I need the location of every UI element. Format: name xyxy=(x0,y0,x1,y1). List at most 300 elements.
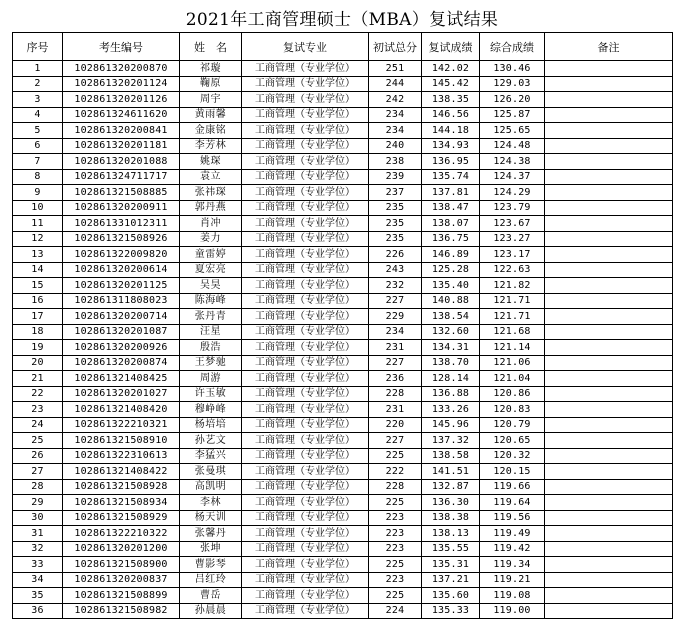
total-score-cell: 126.20 xyxy=(480,92,545,108)
exam-id-cell: 102861321508899 xyxy=(63,588,180,604)
initial-score-cell: 220 xyxy=(369,417,422,433)
initial-score-cell: 238 xyxy=(369,154,422,170)
major-cell: 工商管理（专业学位） xyxy=(242,200,369,216)
name-cell: 周宇 xyxy=(180,92,242,108)
retest-score-cell: 144.18 xyxy=(422,123,480,139)
seq-cell: 22 xyxy=(13,386,63,402)
table-row xyxy=(13,371,673,387)
initial-score-cell: 235 xyxy=(369,216,422,232)
seq-cell: 2 xyxy=(13,76,63,92)
major-cell: 工商管理（专业学位） xyxy=(242,123,369,139)
header-name: 姓 名 xyxy=(180,33,242,61)
seq-cell: 10 xyxy=(13,200,63,216)
exam-id-cell: 102861322210322 xyxy=(63,526,180,542)
table-row xyxy=(13,495,673,511)
header-retest-score: 复试成绩 xyxy=(422,33,480,61)
seq-cell: 33 xyxy=(13,557,63,573)
total-score-cell: 124.38 xyxy=(480,154,545,170)
remarks-cell xyxy=(545,169,673,185)
exam-id-cell: 102861321508982 xyxy=(63,603,180,619)
retest-score-cell: 136.75 xyxy=(422,231,480,247)
total-score-cell: 123.17 xyxy=(480,247,545,263)
name-cell: 肖冲 xyxy=(180,216,242,232)
major-cell: 工商管理（专业学位） xyxy=(242,417,369,433)
retest-score-cell: 134.31 xyxy=(422,340,480,356)
remarks-cell xyxy=(545,107,673,123)
remarks-cell xyxy=(545,76,673,92)
seq-cell: 12 xyxy=(13,231,63,247)
major-cell: 工商管理（专业学位） xyxy=(242,495,369,511)
total-score-cell: 120.79 xyxy=(480,417,545,433)
total-score-cell: 129.03 xyxy=(480,76,545,92)
major-cell: 工商管理（专业学位） xyxy=(242,92,369,108)
exam-id-cell: 102861320200614 xyxy=(63,262,180,278)
retest-score-cell: 135.55 xyxy=(422,541,480,557)
seq-cell: 7 xyxy=(13,154,63,170)
name-cell: 高凯明 xyxy=(180,479,242,495)
seq-cell: 3 xyxy=(13,92,63,108)
total-score-cell: 121.82 xyxy=(480,278,545,294)
table-row xyxy=(13,169,673,185)
table-row xyxy=(13,557,673,573)
header-total-score: 综合成绩 xyxy=(480,33,545,61)
name-cell: 李林 xyxy=(180,495,242,511)
seq-cell: 23 xyxy=(13,402,63,418)
seq-cell: 28 xyxy=(13,479,63,495)
retest-score-cell: 135.33 xyxy=(422,603,480,619)
name-cell: 周游 xyxy=(180,371,242,387)
total-score-cell: 121.71 xyxy=(480,309,545,325)
major-cell: 工商管理（专业学位） xyxy=(242,541,369,557)
remarks-cell xyxy=(545,216,673,232)
seq-cell: 1 xyxy=(13,61,63,77)
remarks-cell xyxy=(545,340,673,356)
seq-cell: 26 xyxy=(13,448,63,464)
exam-id-cell: 102861320200714 xyxy=(63,309,180,325)
initial-score-cell: 226 xyxy=(369,247,422,263)
initial-score-cell: 231 xyxy=(369,402,422,418)
retest-score-cell: 145.96 xyxy=(422,417,480,433)
retest-score-cell: 138.58 xyxy=(422,448,480,464)
exam-id-cell: 102861321508910 xyxy=(63,433,180,449)
retest-score-cell: 137.32 xyxy=(422,433,480,449)
total-score-cell: 120.32 xyxy=(480,448,545,464)
seq-cell: 20 xyxy=(13,355,63,371)
initial-score-cell: 235 xyxy=(369,231,422,247)
header-exam-id: 考生编号 xyxy=(63,33,180,61)
retest-score-cell: 137.21 xyxy=(422,572,480,588)
name-cell: 汪星 xyxy=(180,324,242,340)
name-cell: 袁立 xyxy=(180,169,242,185)
name-cell: 曹影琴 xyxy=(180,557,242,573)
exam-id-cell: 102861321508926 xyxy=(63,231,180,247)
exam-id-cell: 102861321408425 xyxy=(63,371,180,387)
table-row xyxy=(13,402,673,418)
name-cell: 张馨丹 xyxy=(180,526,242,542)
table-row xyxy=(13,92,673,108)
retest-score-cell: 138.38 xyxy=(422,510,480,526)
initial-score-cell: 232 xyxy=(369,278,422,294)
seq-cell: 25 xyxy=(13,433,63,449)
seq-cell: 15 xyxy=(13,278,63,294)
initial-score-cell: 222 xyxy=(369,464,422,480)
retest-score-cell: 135.40 xyxy=(422,278,480,294)
remarks-cell xyxy=(545,557,673,573)
exam-id-cell: 102861320200841 xyxy=(63,123,180,139)
retest-score-cell: 138.54 xyxy=(422,309,480,325)
exam-id-cell: 102861320201181 xyxy=(63,138,180,154)
total-score-cell: 123.79 xyxy=(480,200,545,216)
major-cell: 工商管理（专业学位） xyxy=(242,185,369,201)
retest-score-cell: 136.95 xyxy=(422,154,480,170)
retest-score-cell: 138.70 xyxy=(422,355,480,371)
retest-score-cell: 141.51 xyxy=(422,464,480,480)
exam-id-cell: 102861320200837 xyxy=(63,572,180,588)
initial-score-cell: 227 xyxy=(369,355,422,371)
seq-cell: 6 xyxy=(13,138,63,154)
initial-score-cell: 228 xyxy=(369,479,422,495)
major-cell: 工商管理（专业学位） xyxy=(242,588,369,604)
initial-score-cell: 225 xyxy=(369,495,422,511)
exam-id-cell: 102861320200870 xyxy=(63,61,180,77)
retest-score-cell: 138.13 xyxy=(422,526,480,542)
table-row xyxy=(13,464,673,480)
table-row xyxy=(13,123,673,139)
total-score-cell: 125.87 xyxy=(480,107,545,123)
initial-score-cell: 242 xyxy=(369,92,422,108)
name-cell: 姚琛 xyxy=(180,154,242,170)
seq-cell: 35 xyxy=(13,588,63,604)
major-cell: 工商管理（专业学位） xyxy=(242,231,369,247)
seq-cell: 4 xyxy=(13,107,63,123)
exam-id-cell: 102861321508885 xyxy=(63,185,180,201)
header-major: 复试专业 xyxy=(242,33,369,61)
remarks-cell xyxy=(545,262,673,278)
seq-cell: 8 xyxy=(13,169,63,185)
name-cell: 鞠原 xyxy=(180,76,242,92)
remarks-cell xyxy=(545,479,673,495)
exam-id-cell: 102861324611620 xyxy=(63,107,180,123)
remarks-cell xyxy=(545,495,673,511)
seq-cell: 32 xyxy=(13,541,63,557)
name-cell: 夏宏亮 xyxy=(180,262,242,278)
total-score-cell: 119.00 xyxy=(480,603,545,619)
retest-score-cell: 133.26 xyxy=(422,402,480,418)
seq-cell: 27 xyxy=(13,464,63,480)
total-score-cell: 119.42 xyxy=(480,541,545,557)
initial-score-cell: 251 xyxy=(369,61,422,77)
retest-score-cell: 134.93 xyxy=(422,138,480,154)
table-row xyxy=(13,417,673,433)
seq-cell: 29 xyxy=(13,495,63,511)
total-score-cell: 119.56 xyxy=(480,510,545,526)
exam-id-cell: 102861320201027 xyxy=(63,386,180,402)
major-cell: 工商管理（专业学位） xyxy=(242,526,369,542)
name-cell: 姜力 xyxy=(180,231,242,247)
major-cell: 工商管理（专业学位） xyxy=(242,107,369,123)
initial-score-cell: 225 xyxy=(369,588,422,604)
total-score-cell: 123.67 xyxy=(480,216,545,232)
initial-score-cell: 234 xyxy=(369,123,422,139)
remarks-cell xyxy=(545,603,673,619)
seq-cell: 34 xyxy=(13,572,63,588)
initial-score-cell: 223 xyxy=(369,526,422,542)
remarks-cell xyxy=(545,402,673,418)
remarks-cell xyxy=(545,231,673,247)
major-cell: 工商管理（专业学位） xyxy=(242,557,369,573)
table-row xyxy=(13,479,673,495)
total-score-cell: 119.64 xyxy=(480,495,545,511)
initial-score-cell: 228 xyxy=(369,386,422,402)
initial-score-cell: 231 xyxy=(369,340,422,356)
total-score-cell: 120.65 xyxy=(480,433,545,449)
seq-cell: 11 xyxy=(13,216,63,232)
table-row xyxy=(13,154,673,170)
remarks-cell xyxy=(545,154,673,170)
table-row xyxy=(13,185,673,201)
name-cell: 殷浩 xyxy=(180,340,242,356)
seq-cell: 13 xyxy=(13,247,63,263)
remarks-cell xyxy=(545,510,673,526)
initial-score-cell: 225 xyxy=(369,557,422,573)
seq-cell: 21 xyxy=(13,371,63,387)
table-row xyxy=(13,293,673,309)
table-row xyxy=(13,262,673,278)
major-cell: 工商管理（专业学位） xyxy=(242,371,369,387)
initial-score-cell: 237 xyxy=(369,185,422,201)
name-cell: 张坤 xyxy=(180,541,242,557)
exam-id-cell: 102861322210321 xyxy=(63,417,180,433)
initial-score-cell: 240 xyxy=(369,138,422,154)
header-seq: 序号 xyxy=(13,33,63,61)
total-score-cell: 120.83 xyxy=(480,402,545,418)
major-cell: 工商管理（专业学位） xyxy=(242,293,369,309)
table-row xyxy=(13,324,673,340)
seq-cell: 16 xyxy=(13,293,63,309)
seq-cell: 36 xyxy=(13,603,63,619)
major-cell: 工商管理（专业学位） xyxy=(242,216,369,232)
table-row xyxy=(13,107,673,123)
name-cell: 陈海峰 xyxy=(180,293,242,309)
initial-score-cell: 239 xyxy=(369,169,422,185)
remarks-cell xyxy=(545,464,673,480)
total-score-cell: 124.29 xyxy=(480,185,545,201)
remarks-cell xyxy=(545,355,673,371)
major-cell: 工商管理（专业学位） xyxy=(242,169,369,185)
table-row xyxy=(13,216,673,232)
remarks-cell xyxy=(545,417,673,433)
table-row xyxy=(13,572,673,588)
total-score-cell: 121.68 xyxy=(480,324,545,340)
table-row xyxy=(13,340,673,356)
exam-id-cell: 102861320200926 xyxy=(63,340,180,356)
major-cell: 工商管理（专业学位） xyxy=(242,603,369,619)
remarks-cell xyxy=(545,278,673,294)
table-row xyxy=(13,448,673,464)
name-cell: 杨天训 xyxy=(180,510,242,526)
table-row xyxy=(13,386,673,402)
total-score-cell: 124.48 xyxy=(480,138,545,154)
exam-id-cell: 102861321508928 xyxy=(63,479,180,495)
page-title: 2021年工商管理硕士（MBA）复试结果 xyxy=(185,10,499,30)
total-score-cell: 120.86 xyxy=(480,386,545,402)
seq-cell: 19 xyxy=(13,340,63,356)
seq-cell: 17 xyxy=(13,309,63,325)
name-cell: 孙晨晨 xyxy=(180,603,242,619)
remarks-cell xyxy=(545,324,673,340)
remarks-cell xyxy=(545,61,673,77)
major-cell: 工商管理（专业学位） xyxy=(242,479,369,495)
total-score-cell: 121.71 xyxy=(480,293,545,309)
name-cell: 黄雨馨 xyxy=(180,107,242,123)
remarks-cell xyxy=(545,293,673,309)
remarks-cell xyxy=(545,138,673,154)
table-row xyxy=(13,588,673,604)
exam-id-cell: 102861320200874 xyxy=(63,355,180,371)
name-cell: 金康铭 xyxy=(180,123,242,139)
remarks-cell xyxy=(545,185,673,201)
header-row xyxy=(13,33,673,61)
name-cell: 祁璇 xyxy=(180,61,242,77)
retest-score-cell: 135.60 xyxy=(422,588,480,604)
remarks-cell xyxy=(545,386,673,402)
retest-score-cell: 135.31 xyxy=(422,557,480,573)
retest-score-cell: 132.87 xyxy=(422,479,480,495)
total-score-cell: 130.46 xyxy=(480,61,545,77)
table-row xyxy=(13,61,673,77)
major-cell: 工商管理（专业学位） xyxy=(242,402,369,418)
remarks-cell xyxy=(545,123,673,139)
name-cell: 张曼琪 xyxy=(180,464,242,480)
table-row xyxy=(13,510,673,526)
exam-id-cell: 102861321508934 xyxy=(63,495,180,511)
retest-score-cell: 125.28 xyxy=(422,262,480,278)
table-row xyxy=(13,603,673,619)
major-cell: 工商管理（专业学位） xyxy=(242,340,369,356)
name-cell: 孙艺文 xyxy=(180,433,242,449)
name-cell: 许玉敏 xyxy=(180,386,242,402)
major-cell: 工商管理（专业学位） xyxy=(242,138,369,154)
major-cell: 工商管理（专业学位） xyxy=(242,324,369,340)
initial-score-cell: 235 xyxy=(369,200,422,216)
header-remarks: 备注 xyxy=(545,33,673,61)
major-cell: 工商管理（专业学位） xyxy=(242,464,369,480)
exam-id-cell: 102861320201200 xyxy=(63,541,180,557)
major-cell: 工商管理（专业学位） xyxy=(242,76,369,92)
retest-score-cell: 138.35 xyxy=(422,92,480,108)
name-cell: 王梦驰 xyxy=(180,355,242,371)
major-cell: 工商管理（专业学位） xyxy=(242,386,369,402)
table-row xyxy=(13,278,673,294)
initial-score-cell: 223 xyxy=(369,541,422,557)
seq-cell: 18 xyxy=(13,324,63,340)
initial-score-cell: 234 xyxy=(369,324,422,340)
major-cell: 工商管理（专业学位） xyxy=(242,510,369,526)
exam-id-cell: 102861321508929 xyxy=(63,510,180,526)
table-row xyxy=(13,355,673,371)
table-row xyxy=(13,541,673,557)
name-cell: 李猛兴 xyxy=(180,448,242,464)
name-cell: 杨培培 xyxy=(180,417,242,433)
total-score-cell: 119.34 xyxy=(480,557,545,573)
initial-score-cell: 225 xyxy=(369,448,422,464)
seq-cell: 9 xyxy=(13,185,63,201)
initial-score-cell: 223 xyxy=(369,572,422,588)
retest-score-cell: 138.47 xyxy=(422,200,480,216)
table-row xyxy=(13,76,673,92)
remarks-cell xyxy=(545,572,673,588)
seq-cell: 31 xyxy=(13,526,63,542)
retest-score-cell: 132.60 xyxy=(422,324,480,340)
major-cell: 工商管理（专业学位） xyxy=(242,355,369,371)
table-row xyxy=(13,309,673,325)
exam-id-cell: 102861311808023 xyxy=(63,293,180,309)
total-score-cell: 121.06 xyxy=(480,355,545,371)
name-cell: 张丹青 xyxy=(180,309,242,325)
table-row xyxy=(13,526,673,542)
name-cell: 穆峥峰 xyxy=(180,402,242,418)
retest-score-cell: 137.81 xyxy=(422,185,480,201)
total-score-cell: 122.63 xyxy=(480,262,545,278)
total-score-cell: 119.08 xyxy=(480,588,545,604)
exam-id-cell: 102861324711717 xyxy=(63,169,180,185)
exam-id-cell: 102861321408422 xyxy=(63,464,180,480)
retest-score-cell: 135.74 xyxy=(422,169,480,185)
results-table xyxy=(12,32,673,619)
retest-score-cell: 146.56 xyxy=(422,107,480,123)
name-cell: 童雷婷 xyxy=(180,247,242,263)
retest-score-cell: 136.88 xyxy=(422,386,480,402)
total-score-cell: 124.37 xyxy=(480,169,545,185)
name-cell: 吴昊 xyxy=(180,278,242,294)
major-cell: 工商管理（专业学位） xyxy=(242,448,369,464)
remarks-cell xyxy=(545,309,673,325)
name-cell: 张祎琛 xyxy=(180,185,242,201)
exam-id-cell: 102861320201125 xyxy=(63,278,180,294)
name-cell: 曹岳 xyxy=(180,588,242,604)
exam-id-cell: 102861322310613 xyxy=(63,448,180,464)
table-row xyxy=(13,200,673,216)
major-cell: 工商管理（专业学位） xyxy=(242,572,369,588)
exam-id-cell: 102861331012311 xyxy=(63,216,180,232)
major-cell: 工商管理（专业学位） xyxy=(242,61,369,77)
initial-score-cell: 243 xyxy=(369,262,422,278)
remarks-cell xyxy=(545,588,673,604)
total-score-cell: 119.66 xyxy=(480,479,545,495)
retest-score-cell: 145.42 xyxy=(422,76,480,92)
retest-score-cell: 140.88 xyxy=(422,293,480,309)
exam-id-cell: 102861320201087 xyxy=(63,324,180,340)
total-score-cell: 121.14 xyxy=(480,340,545,356)
table-row xyxy=(13,231,673,247)
remarks-cell xyxy=(545,526,673,542)
major-cell: 工商管理（专业学位） xyxy=(242,262,369,278)
major-cell: 工商管理（专业学位） xyxy=(242,433,369,449)
total-score-cell: 125.65 xyxy=(480,123,545,139)
initial-score-cell: 244 xyxy=(369,76,422,92)
name-cell: 郭丹燕 xyxy=(180,200,242,216)
total-score-cell: 119.21 xyxy=(480,572,545,588)
exam-id-cell: 102861320201126 xyxy=(63,92,180,108)
name-cell: 吕红玲 xyxy=(180,572,242,588)
retest-score-cell: 146.89 xyxy=(422,247,480,263)
initial-score-cell: 223 xyxy=(369,510,422,526)
remarks-cell xyxy=(545,247,673,263)
remarks-cell xyxy=(545,200,673,216)
total-score-cell: 121.04 xyxy=(480,371,545,387)
name-cell: 李芳林 xyxy=(180,138,242,154)
initial-score-cell: 224 xyxy=(369,603,422,619)
